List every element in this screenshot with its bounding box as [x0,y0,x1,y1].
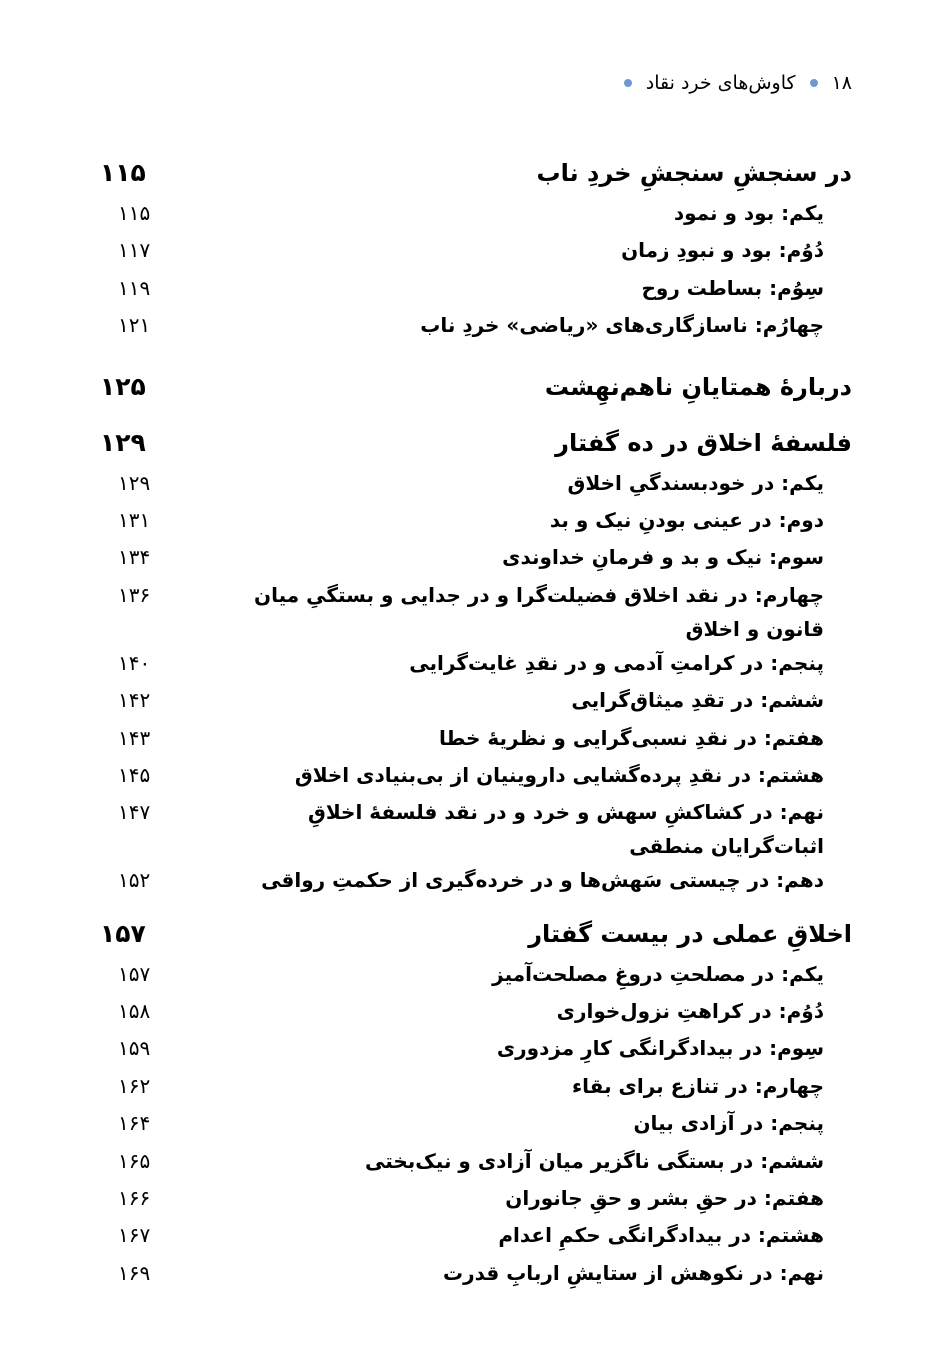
toc-entry-page: ۱۶۷ [118,1223,151,1248]
toc-entry[interactable] [0,196,948,233]
toc-entry-page: ۱۴۷ [118,800,151,825]
toc-entry-page: ۱۶۴ [118,1111,151,1136]
toc-entry-title: هشتم: در بیدادگرانگی حکمِ اعدام [498,1223,824,1248]
toc-section-heading-page: ۱۲۵ [100,371,146,401]
toc-section [0,156,948,346]
page-number: ۱۸ [831,72,852,94]
toc-entry-title: ششم: در تقدِ میثاق‌گرایی [571,688,824,713]
toc-entry-page: ۱۳۱ [118,507,151,532]
toc-entry-title: پنجم: در کرامتِ آدمی و در نقدِ غایت‌گرایی [409,650,824,675]
toc-section-heading-page: ۱۵۷ [100,918,146,948]
toc-entry-page: ۱۶۶ [118,1186,151,1211]
bullet-icon [810,79,818,87]
toc-entry[interactable] [0,957,948,994]
toc-entry-page: ۱۵۷ [118,961,151,986]
toc-section-heading-page: ۱۲۹ [100,427,146,457]
toc-entry-title: یکم: در خودبسندگیِ اخلاق [567,470,824,495]
toc-entry[interactable] [0,1106,948,1143]
toc-entry-page: ۱۴۳ [118,725,151,750]
toc-entry-page: ۱۲۹ [118,470,151,495]
toc-entry[interactable] [0,1069,948,1106]
toc-section [0,370,948,410]
toc-entry-page: ۱۵۹ [118,1036,151,1061]
toc-entry-page: ۱۱۷ [118,238,151,263]
toc-entry[interactable] [0,646,948,683]
toc-entry[interactable] [0,994,948,1031]
toc-entry-title: نهم: در نکوهش از ستایشِ اربابِ قدرت [442,1260,824,1285]
toc-entry-page: ۱۴۰ [118,650,151,675]
toc-entry-title: سِوم: در بیدادگرانگی کارِ مزدوری [496,1036,824,1061]
running-head [624,72,852,94]
toc-entry[interactable] [0,721,948,758]
toc-section-heading-title: فلسفهٔ اخلاق در ده گفتار [555,428,852,457]
toc-entry-title: هفتم: در حقِ بشر و حقِ جانوران [505,1186,824,1211]
toc-entry[interactable] [0,1256,948,1293]
toc-entry[interactable] [0,540,948,577]
toc-entry[interactable] [0,578,948,646]
toc-entry-title: دُوُم: در کراهتِ نزول‌خواری [556,999,824,1024]
toc-entry-title: یکم: بود و نمود [673,201,824,225]
toc-entry[interactable] [0,466,948,503]
toc-entry-title: چهارُم: ناسازگاری‌های «ریاضی» خردِ ناب [420,313,824,338]
toc-entry-page: ۱۴۵ [118,762,151,787]
toc-entry-title: ششم: در بستگی ناگزیر میان آزادی و نیک‌بختی [364,1148,824,1173]
toc-section-heading-page: ۱۱۵ [100,158,146,187]
toc-entry-page: ۱۶۵ [118,1148,151,1173]
toc-entry[interactable] [0,758,948,795]
toc-section-heading[interactable] [0,426,948,466]
toc-entry-title: یکم: در مصلحتِ دروغِ مصلحت‌آمیز [492,961,824,986]
toc-entry-title: دوم: در عینی بودنِ نیک و بد [549,507,824,532]
toc-entry-page: ۱۴۲ [118,688,151,713]
toc-entry-page: ۱۲۱ [118,313,151,338]
toc-entry[interactable] [0,503,948,540]
toc-entry[interactable] [0,795,948,863]
toc-entry-page: ۱۳۴ [118,545,151,570]
toc-entry-page: ۱۶۹ [118,1260,151,1285]
toc-section-heading-title: در سنجشِ سنجشِ خردِ ناب [536,159,852,187]
toc-entry-title: چهارم: در نقد اخلاق فضیلت‌گرا و در جدایی و بستگیِ میان قانون و اخلاق [254,582,824,641]
toc-entry[interactable] [0,271,948,308]
toc-entry-page: ۱۶۲ [118,1073,151,1098]
toc-section-heading[interactable] [0,917,948,957]
toc-entry-title: هشتم: در نقدِ پرده‌گشایی داروینیان از بی‌بنیادی اخلاق [294,762,824,787]
toc-section-heading[interactable] [0,370,948,410]
toc-entry-title: سِوُم: بساطت روح [641,275,824,300]
table-of-contents [0,156,948,1293]
toc-entry[interactable] [0,1144,948,1181]
toc-entry-page: ۱۳۶ [118,582,151,607]
toc-entry[interactable] [0,233,948,270]
toc-entry[interactable] [0,1031,948,1068]
toc-entry-page: ۱۱۹ [118,275,151,300]
toc-entry-title: سوم: نیک و بد و فرمانِ خداوندی [502,545,824,570]
toc-entry[interactable] [0,308,948,345]
toc-entry[interactable] [0,1218,948,1255]
toc-entry-title: دهم: در چیستی سَهش‌ها و در خرده‌گیری از حکمتِ رواقی [261,868,824,893]
toc-section [0,426,948,901]
toc-entry-page: ۱۵۲ [118,868,151,893]
toc-entry[interactable] [0,683,948,720]
toc-entry-title: پنجم: در آزادی بیان [633,1111,824,1136]
toc-section-heading-title: اخلاقِ عملی در بیست گفتار [528,919,852,948]
toc-entry[interactable] [0,1181,948,1218]
toc-entry-page: ۱۵۸ [118,999,151,1024]
bullet-icon [624,79,632,87]
toc-entry[interactable] [0,863,948,900]
toc-entry-title: دُوُم: بود و نبودِ زمان [621,238,824,263]
toc-entry-title: نهم: در کشاکشِ سهش و خرد و در نقد فلسفهٔ اخلاقِ اثبات‌گرایان منطقی [307,800,824,859]
toc-section [0,917,948,1294]
toc-entry-title: هفتم: در نقدِ نسبی‌گرایی و نظریهٔ خطا [439,725,824,750]
toc-entry-title: چهارم: در تنازع برای بقاء [571,1073,824,1098]
toc-section-heading[interactable] [0,156,948,196]
toc-section-heading-title: دربارهٔ همتایانِ ناهم‌نهِشت [544,372,852,401]
book-title: کاوش‌های خرد نقاد [645,72,796,94]
toc-entry-page: ۱۱۵ [118,201,151,225]
